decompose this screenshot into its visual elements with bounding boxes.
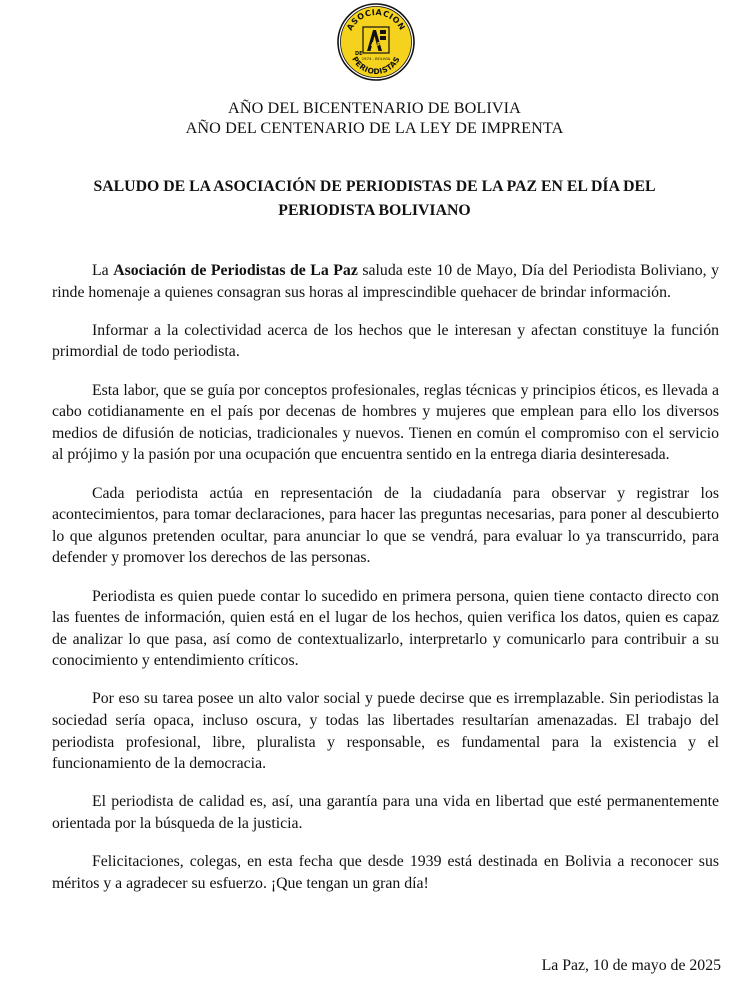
document-title: [60, 175, 689, 223]
header-lines: [0, 98, 749, 138]
paragraph-6: Por eso su tarea posee un alto valor social y puede decirse que es irremplazable. Sin periodistas la sociedad sería opaca, incluso oscura, y todas las libertades resultarían amenazadas. El trabajo del periodista profesional, libre, pluralista y responsable, es fundamental para la existencia y el funcionamiento de la democracia.: [52, 690, 719, 773]
svg-text:DE: DE: [355, 51, 363, 57]
paragraph-8: Felicitaciones, colegas, en esta fecha que desde 1939 está destinada en Bolivia a reconocer sus méritos y a agradecer su esfuerzo. ¡Que tengan un gran día!: [52, 853, 719, 892]
header-centenario: AÑO DEL CENTENARIO DE LA LEY DE IMPRENTA: [185, 119, 564, 137]
svg-text:PERIODISTAS: PERIODISTAS: [350, 54, 402, 77]
organization-name: Asociación de Periodistas de La Paz: [113, 262, 358, 279]
paragraph-3: Esta labor, que se guía por conceptos profesionales, reglas técnicas y principios éticos, es llevada a cabo cotidianamente en el país por decenas de hombres y mujeres que emplean para ello los diversos medios de difusión de noticias, tradicionales y nuevos. Tienen en común el compromiso con el servicio al prójimo y la pasión por una ocupación que encuentra sentido en la entrega diaria desinteresada.: [52, 381, 719, 464]
svg-text:A P: A P: [370, 42, 382, 48]
letter-body: [52, 260, 719, 911]
paragraph-7: El periodista de calidad es, así, una garantía para una vida en libertad que esté permanentemente orientada por la búsqueda de la justicia.: [52, 793, 719, 833]
title-line-1: SALUDO DE LA ASOCIACIÓN DE PERIODISTAS DE LA PAZ EN EL DÍA DEL: [93, 178, 656, 195]
paragraph-2: Informar a la colectividad acerca de los hechos que le interesan y afectan constituye la función primordial de todo periodista.: [52, 321, 719, 361]
paragraph-5: Periodista es quien puede contar lo sucedido en primera persona, quien tiene contacto directo con las fuentes de información, quien está en el lugar de los hechos, quien verifica los datos, quien es capaz de analizar lo que pasa, así como de contextualizarlo, interpretarlo y comunicarlo para contribuir a su conocimiento y entendimiento críticos.: [52, 587, 719, 670]
svg-text:ASOCIACION: ASOCIACION: [345, 7, 407, 33]
header-bicentenario: AÑO DEL BICENTENARIO DE BOLIVIA: [228, 99, 521, 117]
place-and-date: La Paz, 10 de mayo de 2025: [541, 957, 721, 974]
association-seal-logo: [336, 2, 416, 82]
title-line-2: PERIODISTA BOLIVIANO: [278, 202, 471, 219]
paragraph-4: Cada periodista actúa en representación de la ciudadanía para observar y registrar los acontecimientos, para tomar declaraciones, para hacer las preguntas necesarias, para poner al descubierto lo que algunos pretenden ocultar, para anunciar lo que se vendrá, para evaluar lo ya transcurrido, para defender y promover los derechos de las personas.: [52, 484, 719, 567]
paragraph-1: La Asociación de Periodistas de La Paz saluda este 10 de Mayo, Día del Periodista Boliviano, y rinde homenaje a quienes consagran sus horas al imprescindible quehacer de brindar información.: [52, 262, 719, 301]
svg-text:1974 - BOLIVIA: 1974 - BOLIVIA: [361, 56, 391, 61]
